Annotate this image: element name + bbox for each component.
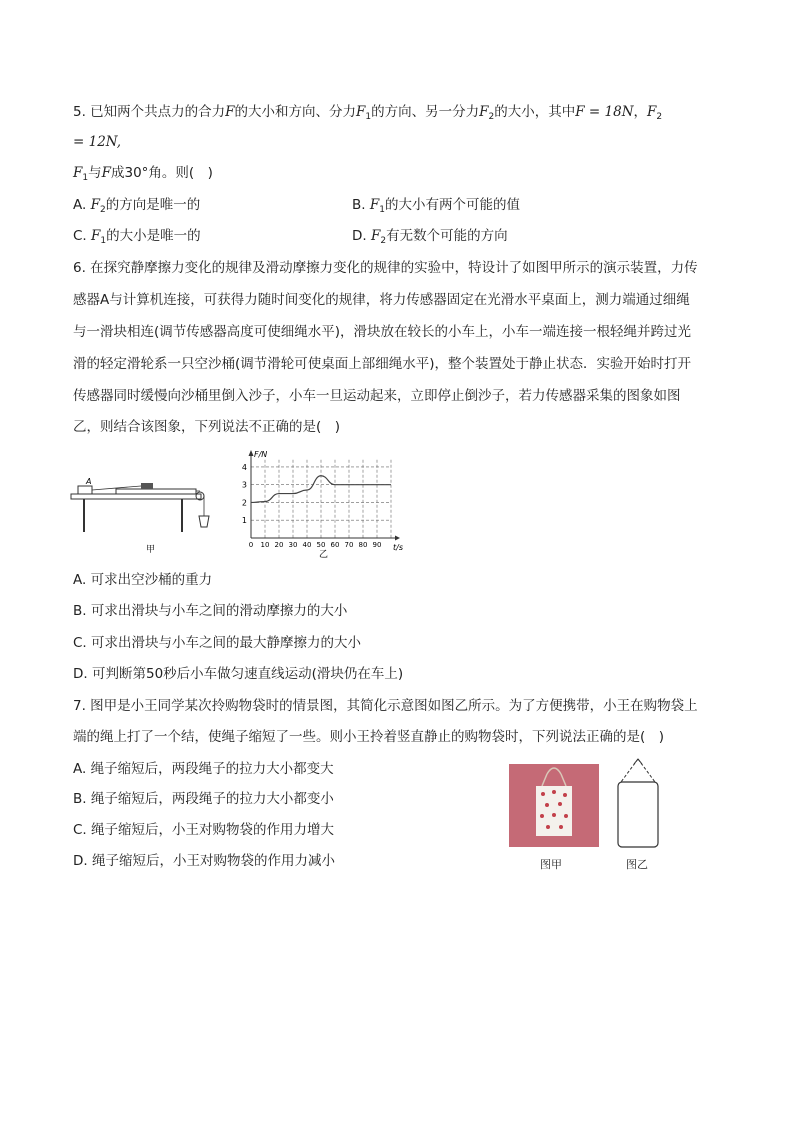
x-axis-arrow	[395, 536, 400, 541]
q5-stem-line3	[73, 164, 213, 187]
q5-option-d[interactable]	[352, 227, 508, 250]
x-tick-label: 50	[316, 541, 326, 549]
subscript: 2	[99, 205, 106, 215]
var-F1: F	[369, 197, 380, 213]
q7-option-a[interactable]: A. 绳子缩短后，两段绳子的拉力大小都变大	[73, 761, 334, 777]
y-tick-label: 3	[241, 480, 247, 490]
q7-option-c[interactable]: C. 绳子缩短后，小王对购物袋的作用力增大	[73, 822, 335, 838]
subscript: 2	[380, 236, 387, 246]
table-top	[71, 494, 201, 499]
q6-stem-line3: 与一滑块相连(调节传感器高度可使细绳水平)，滑块放在较长的小车上，小车一端连接一根轻绳并跨过光	[73, 324, 692, 340]
q6-stem-line2: 感器A与计算机连接，可获得力随时间变化的规律，将力传感器固定在光滑水平桌面上，测力端通过细绳	[73, 292, 690, 308]
x-tick-label: 60	[330, 541, 340, 549]
chart-title: 乙	[319, 550, 329, 558]
var-F: F	[101, 165, 111, 181]
q5-text: 的方向、另一分力	[371, 104, 480, 120]
opt-prefix: D.	[352, 228, 371, 244]
chart-ticks	[242, 463, 382, 549]
var-F2: F	[90, 197, 100, 213]
x-tick-label: 30	[288, 541, 298, 549]
x-tick-label: 90	[372, 541, 382, 549]
q6-option-d[interactable]: D. 可判断第50秒后小车做匀速直线运动(滑块仍在车上)	[73, 666, 404, 682]
q5-stem-line1	[73, 103, 662, 126]
y-tick-label: 4	[241, 462, 247, 472]
y-axis-label: F/N	[254, 450, 268, 459]
opt-text: 的大小是唯一的	[106, 228, 201, 244]
q6-stem-line1: 6. 在探究静摩擦力变化的规律及滑动摩擦力变化的规律的实验中，特设计了如图甲所示的演示装置，力传	[73, 260, 698, 276]
x-tick-label: 10	[260, 541, 270, 549]
force-curve	[251, 476, 391, 503]
q6-option-b[interactable]: B. 可求出滑块与小车之间的滑动摩擦力的大小	[73, 603, 348, 619]
q5-option-a[interactable]	[73, 196, 200, 219]
q6-stem-line5: 传感器同时缓慢向沙桶里倒入沙子，小车一旦运动起来，立即停止倒沙子，若力传感器采集的图象如图	[73, 388, 681, 404]
figure-jia-photo	[509, 764, 599, 847]
y-tick-label: 2	[241, 498, 247, 508]
subscript: 1	[82, 173, 89, 183]
bag-outline	[618, 782, 658, 847]
x-tick-label: 0	[248, 541, 254, 549]
var-F2: F	[647, 104, 657, 120]
subscript: 2	[656, 112, 663, 122]
opt-text: 有无数个可能的方向	[386, 228, 508, 244]
q7-stem-line1: 7. 图甲是小王同学某次拎购物袋时的情景图，其简化示意图如图乙所示。为了方便携带，小王在购物袋上	[73, 698, 698, 714]
figure-yi-bag-diagram	[612, 756, 664, 852]
sensor-label-a: A	[86, 477, 92, 486]
q5-option-c[interactable]	[73, 227, 201, 250]
q7-option-b[interactable]: B. 绳子缩短后，两段绳子的拉力大小都变小	[73, 791, 334, 807]
force-sensor	[78, 486, 92, 494]
slider-block	[141, 483, 153, 489]
figure-jia-apparatus	[66, 472, 216, 558]
q6-option-c[interactable]: C. 可求出滑块与小车之间的最大静摩擦力的大小	[73, 635, 362, 651]
var-F2: F	[479, 104, 489, 120]
opt-text: 的大小有两个可能的值	[384, 197, 520, 213]
opt-prefix: A.	[73, 197, 91, 213]
x-axis-label: t/s	[393, 543, 403, 552]
var-F1: F	[73, 165, 83, 181]
q6-stem-line4: 滑的轻定滑轮系一只空沙桶(调节滑轮可使桌面上部细绳水平)，整个装置处于静止状态．实验开始时打开	[73, 356, 692, 372]
q5-stem-line2: = 12N,	[73, 134, 122, 150]
figure-jia-caption-photo: 图甲	[540, 858, 562, 871]
subscript: 1	[379, 205, 385, 215]
figure-yi-caption: 图乙	[626, 858, 648, 871]
y-axis-arrow	[249, 450, 254, 456]
figure-jia-caption: 甲	[146, 545, 156, 555]
x-tick-label: 40	[302, 541, 312, 549]
opt-prefix: B.	[352, 197, 370, 213]
subscript: 1	[365, 112, 372, 122]
tote-bag-photo-illustration	[509, 764, 599, 847]
x-tick-label: 80	[358, 541, 368, 549]
q6-option-a[interactable]: A. 可求出空沙桶的重力	[73, 572, 213, 588]
q5-text: ，	[633, 104, 648, 120]
hook	[634, 759, 642, 764]
q5-text: 与	[88, 165, 102, 181]
var-F1: F	[356, 104, 366, 120]
bag-straps	[542, 774, 566, 786]
q5-text: 的大小，其中	[494, 104, 576, 120]
subscript: 1	[100, 236, 107, 246]
var-F: F	[225, 104, 235, 120]
bag-handle	[547, 768, 561, 774]
q5-text: 5. 已知两个共点力的合力	[73, 104, 226, 120]
figure-yi-chart	[238, 448, 406, 558]
var-F2: F	[370, 228, 381, 244]
q7-stem-line2: 端的绳上打了一个结，使绳子缩短了一些。则小王拎着竖直静止的购物袋时，下列说法正确的是( )	[73, 729, 665, 745]
q6-stem-line6: 乙，则结合该图象，下列说法不正确的是( )	[73, 419, 341, 435]
q7-option-d[interactable]: D. 绳子缩短后，小王对购物袋的作用力减小	[73, 853, 335, 869]
opt-prefix: C.	[73, 228, 92, 244]
cart	[116, 489, 196, 494]
opt-text: 的方向是唯一的	[105, 197, 201, 213]
eq-F: F = 18N	[575, 104, 634, 120]
sand-bucket	[199, 516, 209, 527]
subscript: 2	[488, 112, 495, 122]
q5-text: 成30°角。则( )	[110, 165, 213, 181]
var-F1: F	[91, 228, 101, 244]
x-tick-label: 70	[344, 541, 354, 549]
q5-text: 的大小和方向、分力	[234, 104, 357, 120]
x-tick-label: 20	[274, 541, 284, 549]
y-tick-label: 1	[241, 516, 247, 526]
chart-grid	[251, 460, 391, 538]
q5-option-b[interactable]	[352, 196, 520, 219]
